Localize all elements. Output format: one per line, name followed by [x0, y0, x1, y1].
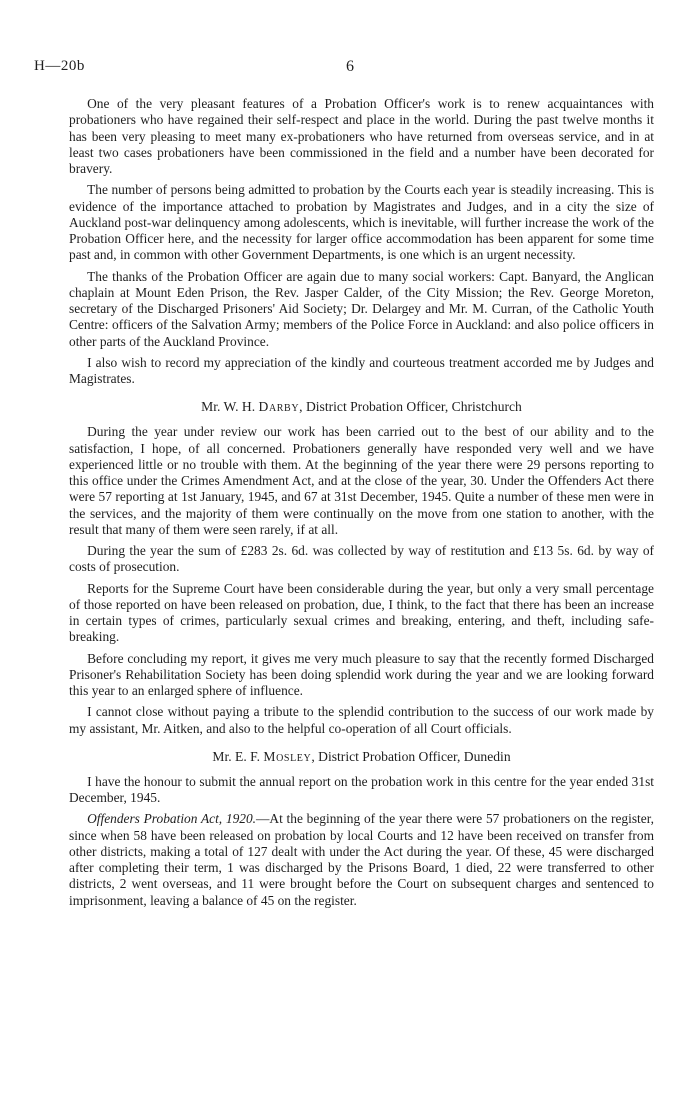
paragraph: Reports for the Supreme Court have been considerable during the year, but only a very small percentage of those reported on have been released on probation, due, I think, to the fact that there has been an increase in certain types of crimes, particularly sexual crimes and breaking, entering, and theft, including safe-breaking. [69, 580, 654, 645]
paragraph: Before concluding my report, it gives me very much pleasure to say that the recently formed Discharged Prisoner's Rehabilitation Society has been doing splendid work during the year and we are looking forward this year to an enlarged sphere of influence. [69, 650, 654, 698]
paragraph: During the year the sum of £283 2s. 6d. was collected by way of restitution and £13 5s. 6d. by way of costs of prosecution. [69, 543, 654, 575]
page-body [69, 96, 654, 914]
heading-officer-name: Darby [258, 399, 300, 415]
section-heading-dunedin [69, 749, 654, 765]
paragraph: I also wish to record my appreciation of the kindly and courteous treatment accorded me by Judges and Magistrates. [69, 354, 654, 386]
page-header [34, 58, 666, 78]
section-heading-christchurch [69, 399, 654, 415]
paragraph: During the year under review our work has been carried out to the best of our ability and to the satisfaction, I hope, of all concerned. Probationers generally have responded very well and we have experienced little or no trouble with them. At the beginning of the year there were 29 persons reporting to this office under the Crimes Amendment Act, and at the close of the year, 30. Under the Offenders Act there were 57 reporting at 1st January, 1945, and 67 at 31st December, 1945. Quite a number of these men were in the services, and the majority of them were continually on the move from one station to another, with the result that many of them were seen rarely, if at all. [69, 424, 654, 537]
paragraph: I have the honour to submit the annual report on the probation work in this centre for the year ended 31st December, 1945. [69, 773, 654, 805]
paragraph: I cannot close without paying a tribute to the splendid contribution to the success of our work made by my assistant, Mr. Aitken, and also to the helpful co-operation of all Court officials. [69, 704, 654, 736]
paragraph: The thanks of the Probation Officer are again due to many social workers: Capt. Banyard, the Anglican chaplain at Mount Eden Prison, the Rev. Jasper Calder, of the City Mission; the Rev. George Moreton, secretary of the Discharged Prisoners' Aid Society; Dr. Delargey and Mr. M. Curran, of the Catholic Youth Centre: officers of the Salvation Army; members of the Police Force in Auckland: and also police officers in other parts of the Auckland Province. [69, 268, 654, 349]
page-number: 6 [346, 58, 354, 75]
heading-suffix: , District Probation Officer, Dunedin [311, 748, 511, 764]
heading-officer-name: Mosley [263, 748, 312, 764]
paragraph: One of the very pleasant features of a Probation Officer's work is to renew acquaintances with probationers who have regained their self-respect and place in the world. During the past twelve months it has been very pleasing to meet many ex-probationers who have returned from overseas service, and in at least two cases probationers have been commissioned in the field and a number have been decorated for bravery. [69, 96, 654, 176]
report-reference: H—20b [34, 58, 85, 74]
paragraph: The number of persons being admitted to probation by the Courts each year is steadily increasing. This is evidence of the importance attached to probation by Magistrates and Judges, and in a city the size of Auckland post-war delinquency among adolescents, which is inevitable, will further increase the work of the Probation Officer here, and the necessity for larger office accommodation has been apparent for some time past and, in common with other Government Departments, is one which is an urgent necessity. [69, 182, 654, 263]
heading-prefix: Mr. E. F. [212, 748, 260, 764]
paragraph [69, 811, 654, 909]
heading-prefix: Mr. W. H. [201, 399, 256, 415]
paragraph-text: —At the beginning of the year there were 57 probationers on the register, since when 58 have been released on probation by local Courts and 12 have been received on transfer from other districts, making a total of 127 dealt with under the Act during the year. Of these, 45 were discharged after completing their term, 1 was discharged by the Prisons Board, 1 died, 22 were transferred to other districts, 2 went overseas, and 11 were brought before the Court on subsequent charges and sentenced to imprisonment, leaving a balance of 45 on the register. [69, 811, 654, 908]
heading-suffix: , District Probation Officer, Christchurch [299, 399, 522, 415]
act-title: Offenders Probation Act, 1920. [87, 811, 257, 827]
